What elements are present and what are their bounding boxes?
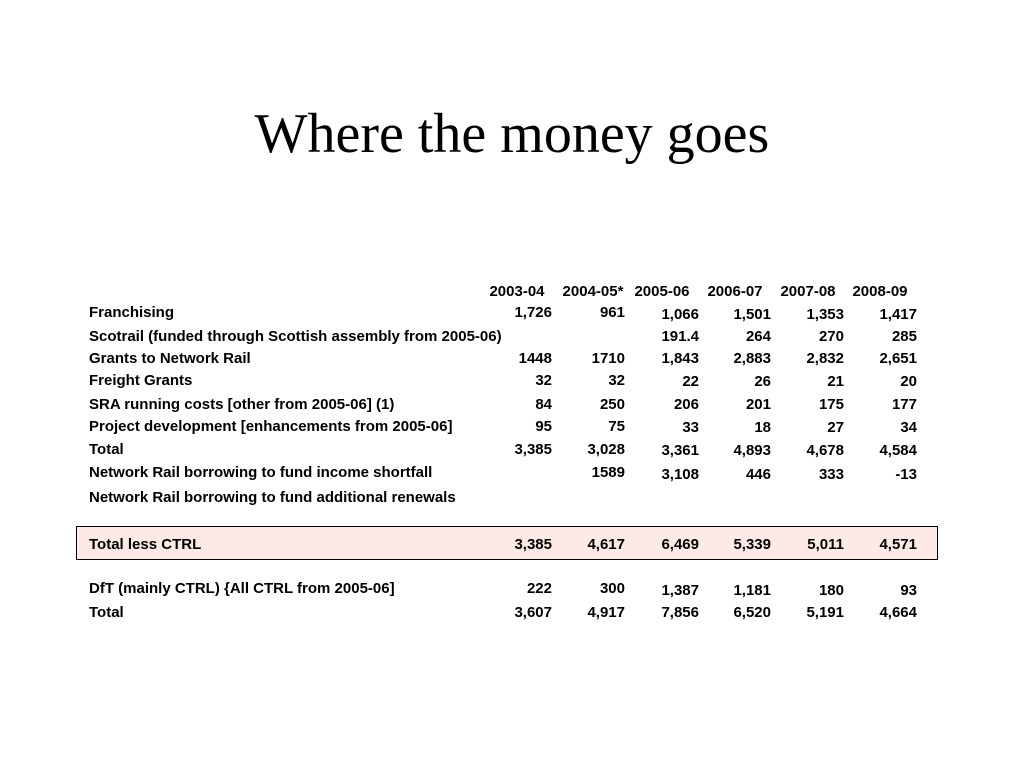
table-cell: 1,181 [733, 582, 771, 599]
table-cell: 5,011 [807, 536, 844, 553]
table-cell: 4,678 [806, 442, 844, 459]
column-header: 2006-07 [707, 283, 763, 300]
table-cell: 6,469 [661, 536, 699, 553]
table-cell: 32 [535, 372, 552, 389]
table-cell: 1,387 [661, 582, 699, 599]
table-cell: 1710 [591, 350, 625, 367]
table-cell: 34 [900, 419, 917, 436]
table-cell: 22 [682, 373, 699, 390]
table-cell: 4,893 [733, 442, 771, 459]
column-header: 2007-08 [780, 283, 836, 300]
row-label: Network Rail borrowing to fund income shortfall [89, 464, 433, 481]
table-cell: 4,571 [879, 536, 917, 553]
table-cell: 5,191 [806, 604, 844, 621]
column-header: 2004-05* [562, 283, 624, 300]
row-label: Total [89, 604, 124, 621]
table-cell: 270 [818, 328, 844, 345]
table-cell: 6,520 [733, 604, 771, 621]
table-cell: 3,028 [587, 441, 625, 458]
table-cell: 3,607 [514, 604, 552, 621]
table-cell: 206 [673, 396, 699, 413]
table-cell: 7,856 [661, 604, 699, 621]
table-cell: 33 [682, 419, 699, 436]
table-cell: 264 [745, 328, 771, 345]
column-header: 2005-06 [634, 283, 690, 300]
column-header: 2003-04 [489, 283, 545, 300]
table-cell: 4,617 [587, 536, 625, 553]
table-cell: -13 [895, 466, 917, 483]
table-cell: 1,501 [733, 306, 771, 323]
table-cell: 175 [818, 396, 844, 413]
row-label: SRA running costs [other from 2005-06] (1) [89, 396, 395, 413]
table-cell: 32 [608, 372, 625, 389]
table-cell: 3,108 [661, 466, 699, 483]
table-cell: 20 [900, 373, 917, 390]
table-cell: 93 [900, 582, 917, 599]
table-cell: 1,353 [806, 306, 844, 323]
table-cell: 2,651 [879, 350, 917, 367]
row-label: Franchising [89, 304, 175, 321]
row-label: Scotrail (funded through Scottish assembly from 2005-06) [89, 328, 502, 345]
table-cell: 27 [827, 419, 844, 436]
row-label: Network Rail borrowing to fund additional renewals [89, 489, 456, 506]
table-cell: 1,417 [879, 306, 917, 323]
table-cell: 250 [599, 396, 625, 413]
table-cell: 95 [535, 418, 552, 435]
table-cell: 446 [745, 466, 771, 483]
table-cell: 222 [526, 580, 552, 597]
row-label: Project development [enhancements from 2005-06] [89, 418, 453, 435]
table-cell: 4,584 [879, 442, 917, 459]
table-cell: 2,883 [733, 350, 771, 367]
table-cell: 1,066 [661, 306, 699, 323]
table-cell: 84 [535, 396, 552, 413]
table-cell: 1448 [518, 350, 552, 367]
table-cell: 3,385 [514, 536, 552, 553]
row-label: DfT (mainly CTRL) {All CTRL from 2005-06] [89, 580, 395, 597]
table-cell: 1,843 [661, 350, 699, 367]
row-label: Total less CTRL [89, 536, 202, 553]
table-cell: 3,361 [661, 442, 699, 459]
table-cell: 5,339 [733, 536, 771, 553]
table-cell: 75 [608, 418, 625, 435]
table-cell: 2,832 [806, 350, 844, 367]
column-header: 2008-09 [852, 283, 908, 300]
table-cell: 333 [818, 466, 844, 483]
table-cell: 3,385 [514, 441, 552, 458]
row-label: Freight Grants [89, 372, 193, 389]
table-cell: 4,664 [879, 604, 917, 621]
table-cell: 26 [754, 373, 771, 390]
row-label: Total [89, 441, 124, 458]
table-cell: 4,917 [587, 604, 625, 621]
table-cell: 21 [827, 373, 844, 390]
table-cell: 961 [599, 304, 625, 321]
table-cell: 1589 [591, 464, 625, 481]
table-cell: 1,726 [514, 304, 552, 321]
row-label: Grants to Network Rail [89, 350, 251, 367]
table-cell: 201 [745, 396, 771, 413]
table-cell: 177 [891, 396, 917, 413]
table-cell: 180 [818, 582, 844, 599]
table-cell: 191.4 [661, 328, 699, 345]
table-cell: 285 [891, 328, 917, 345]
slide-title: Where the money goes [254, 103, 770, 165]
table-cell: 300 [599, 580, 625, 597]
table-cell: 18 [754, 419, 771, 436]
